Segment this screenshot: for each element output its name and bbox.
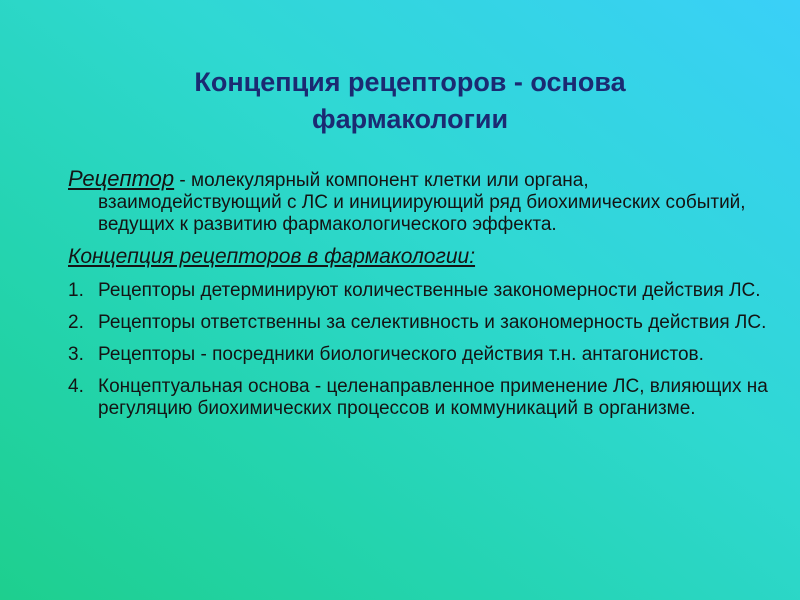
concept-heading: Концепция рецепторов в фармакологии: [68,245,476,268]
list-item-text: Рецепторы детерминируют количественные закономерности действия ЛС. [98,280,761,301]
list-item [68,376,768,420]
definition-term: Рецептор [68,166,175,191]
list-item-number: 1. [68,280,84,301]
list-item-number: 2. [68,312,84,333]
definition-text: - молекулярный компонент клетки или органа, взаимодействующий с ЛС и инициирующий ряд биохимических событий, ведущих к развитию фармакологического эффекта. [98,170,746,235]
list-item-text: Рецепторы ответственны за селективность и закономерность действия ЛС. [98,312,767,333]
slide-title: Концепция рецепторов - основа фармакологии [194,67,626,134]
list-item [68,312,768,334]
list-item-number: 4. [68,376,84,397]
list-item [68,280,768,302]
list-item-text: Концептуальная основа - целенаправленное применение ЛС, влияющих на регуляцию биохимических процессов и коммуникаций в организме. [98,376,768,419]
slide-body [68,168,768,430]
definition-paragraph [68,168,768,236]
list-item-text: Рецепторы - посредники биологического действия т.н. антагонистов. [98,344,704,365]
list-item-number: 3. [68,344,84,365]
list-item [68,344,768,366]
